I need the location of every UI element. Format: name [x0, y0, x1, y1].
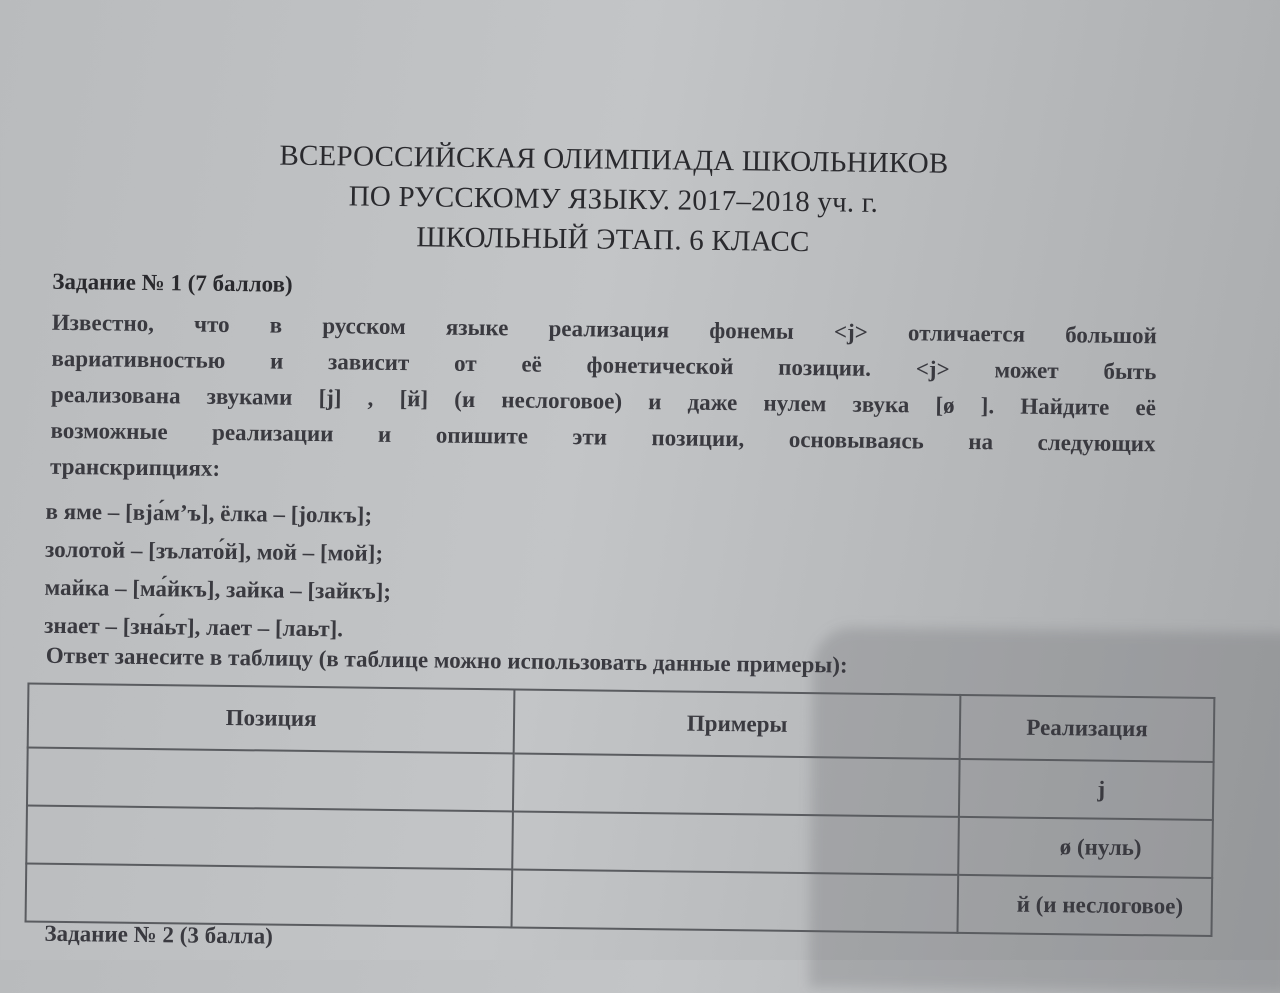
task-text-line: вариативностью и зависит от её фонетической позиции. <j> может быть	[51, 345, 1157, 385]
examples-cell	[512, 869, 959, 932]
examples-cell	[512, 811, 959, 874]
task-text-line: реализована звуками [j] , [й] (и неслоговое) и даже нулем звука [ø ]. Найдите её	[50, 381, 1157, 421]
answer-table	[25, 683, 1216, 937]
column-header-realization: Реализация	[960, 695, 1215, 762]
page-header	[203, 135, 1024, 265]
position-cell	[27, 748, 514, 812]
realization-cell: j	[959, 759, 1214, 820]
realization-cell: й (и неслоговое)	[958, 875, 1213, 936]
header-line-2: ПО РУССКОМУ ЯЗЫКУ. 2017–2018 уч. г.	[348, 180, 879, 219]
column-header-examples: Примеры	[514, 689, 961, 758]
examples-cell	[513, 753, 960, 816]
realization-cell: ø (нуль)	[958, 817, 1213, 878]
header-line-3: ШКОЛЬНЫЙ ЭТАП. 6 КЛАСС	[416, 221, 810, 259]
task-2-title: Задание № 2 (3 балла)	[44, 920, 273, 949]
example-line: знает – [зна́ьт], лает – [лаьт].	[44, 612, 344, 642]
example-line: в яме – [вjа́м’ъ], ёлка – [jолкъ];	[45, 498, 373, 528]
task-text-line: возможные реализации и опишите эти позиции, основываясь на следующих	[50, 417, 1156, 457]
answer-instruction: Ответ занесите в таблицу (в таблице можно использовать данные примеры):	[45, 642, 848, 678]
column-header-position: Позиция	[28, 684, 515, 754]
task-text-line: транскрипциях:	[49, 453, 221, 481]
position-cell	[26, 806, 513, 870]
example-line: золотой – [зълато́й], мой – [мой];	[44, 536, 384, 566]
transcription-examples	[44, 493, 392, 649]
example-line: майка – [ма́йкъ], зайка – [зайкъ];	[44, 574, 392, 604]
position-cell	[26, 864, 513, 928]
task-1-text	[50, 305, 1157, 498]
task-1-title: Задание № 1 (7 баллов)	[52, 268, 293, 297]
task-text-line: Известно, что в русском языке реализация фонемы <j> отличается большой	[51, 309, 1157, 349]
header-line-1: ВСЕРОССИЙСКАЯ ОЛИМПИАДА ШКОЛЬНИКОВ	[279, 139, 949, 180]
